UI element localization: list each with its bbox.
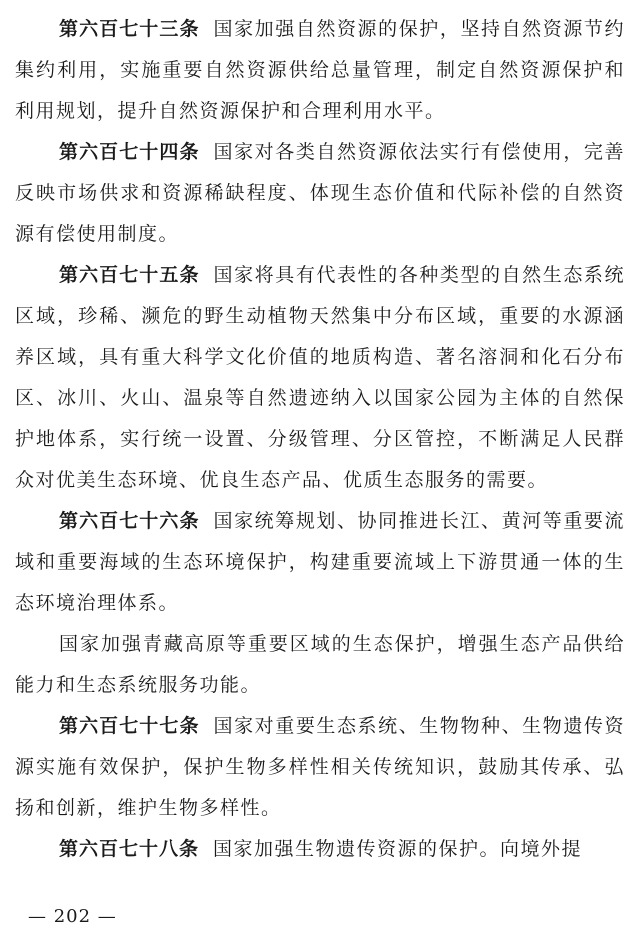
article-text: 国家对各类自然资源依法实行有偿使用，完善反映市场供求和资源稀缺程度、体现生态价值和代际补偿的自然资源有偿使用制度。 bbox=[15, 141, 625, 245]
paragraph-art-674 bbox=[15, 132, 625, 255]
article-text: 国家将具有代表性的各种类型的自然生态系统区域，珍稀、濒危的野生动植物天然集中分布区域，重要的水源涵养区域，具有重大科学文化价值的地质构造、著名溶洞和化石分布区、冰川、火山、温泉等自然遗迹纳入以国家公园为主体的自然保护地体系，实行统一设置、分级管理、分区管控，不断满足人民群众对优美生态环境、优良生态产品、优质生态服务的需要。 bbox=[15, 264, 625, 491]
document-body bbox=[15, 9, 625, 870]
article-number: 第六百七十六条 bbox=[59, 510, 200, 532]
paragraph-art-678 bbox=[15, 829, 625, 870]
article-number: 第六百七十三条 bbox=[59, 18, 200, 40]
paragraph-art-676-2 bbox=[15, 624, 625, 706]
paragraph-art-677 bbox=[15, 706, 625, 829]
paragraph-art-675 bbox=[15, 255, 625, 501]
article-text: 国家加强自然资源的保护，坚持自然资源节约集约利用，实施重要自然资源供给总量管理，制定自然资源保护和利用规划，提升自然资源保护和合理利用水平。 bbox=[15, 18, 625, 122]
article-text: 国家加强青藏高原等重要区域的生态保护，增强生态产品供给能力和生态系统服务功能。 bbox=[15, 633, 625, 696]
article-number: 第六百七十五条 bbox=[59, 264, 200, 286]
article-number: 第六百七十四条 bbox=[59, 141, 200, 163]
article-number: 第六百七十七条 bbox=[59, 715, 200, 737]
article-number: 第六百七十八条 bbox=[59, 838, 200, 860]
page-number: — 202 — bbox=[28, 906, 117, 927]
article-text: 国家对重要生态系统、生物物种、生物遗传资源实施有效保护，保护生物多样性相关传统知识，鼓励其传承、弘扬和创新，维护生物多样性。 bbox=[15, 715, 625, 819]
article-text: 国家加强生物遗传资源的保护。向境外提 bbox=[213, 838, 583, 860]
paragraph-art-673 bbox=[15, 9, 625, 132]
article-text: 国家统筹规划、协同推进长江、黄河等重要流域和重要海域的生态环境保护，构建重要流域上下游贯通一体的生态环境治理体系。 bbox=[15, 510, 625, 614]
paragraph-art-676 bbox=[15, 501, 625, 624]
